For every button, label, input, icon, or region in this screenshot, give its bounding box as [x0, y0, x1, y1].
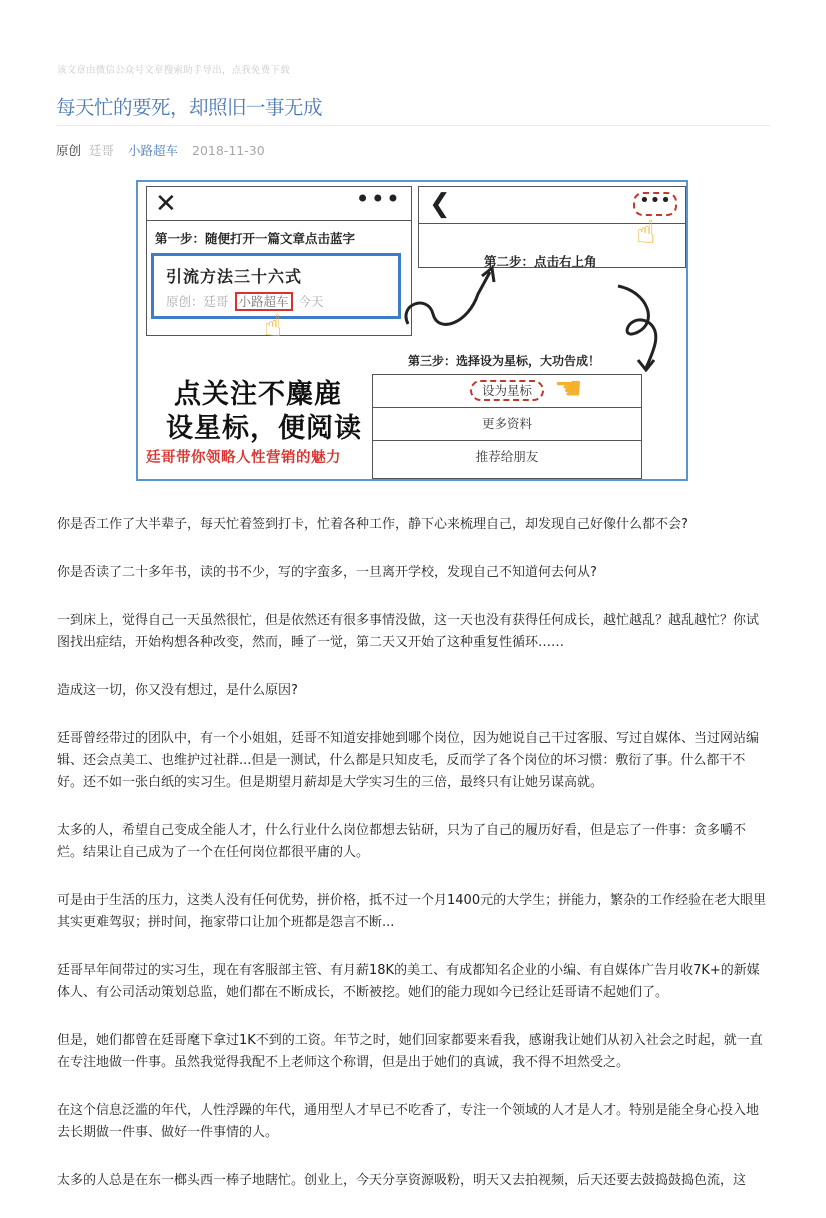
pointing-hand-icon-2: ☝	[636, 213, 656, 251]
author-name: 廷哥	[89, 143, 115, 158]
card-account-highlight: 小路超车	[235, 292, 293, 311]
original-tag: 原创	[56, 143, 82, 158]
paragraph: 但是，她们都曾在廷哥麾下拿过1K不到的工资。年节之时，她们回家都要来看我，感谢我让她们从初入社会之时起，就一直在专注地做一件事。虽然我觉得我配不上老师这个称谓，但是出于她们的真诚，我不得不坦然受之。	[57, 1033, 763, 1070]
more-icon: •••	[355, 185, 401, 213]
card-date: 今天	[298, 294, 324, 309]
curved-arrow-icon-2	[608, 282, 668, 372]
back-icon: ❮	[429, 189, 451, 219]
publish-date: 2018-11-30	[192, 143, 265, 158]
paragraph: 一到床上，觉得自己一天虽然很忙，但是依然还有很多事情没做，这一天也没有获得任何成长，越忙越乱？越乱越忙？你试图找出症结，开始构想各种改变，然而，睡了一觉，第二天又开始了这种重复性循环……	[57, 613, 760, 650]
card-meta	[166, 292, 324, 310]
card-title: 引流方法三十六式	[166, 267, 303, 286]
menu-item-more: 更多资料	[373, 408, 641, 441]
more-menu-icon: •••	[633, 192, 677, 216]
promo-line-2: 设星标，便阅读	[166, 413, 362, 444]
article-meta	[56, 141, 275, 159]
phone-top-bar	[147, 187, 411, 221]
card-author: 廷哥	[203, 294, 229, 309]
menu-item-star: 设为星标	[373, 375, 641, 408]
paragraph: 你是否工作了大半辈子，每天忙着签到打卡，忙着各种工作，静下心来梳理自己，却发现自己好像什么都不会?	[57, 517, 688, 532]
paragraph: 在这个信息泛滥的年代，人性浮躁的年代，通用型人才早已不吃香了，专注一个领域的人才是人才。特别是能全身心投入地去长期做一件事、做好一件事情的人。	[57, 1103, 760, 1140]
account-link[interactable]: 小路超车	[128, 143, 179, 158]
pointing-hand-icon-3: ☚	[554, 369, 583, 407]
pointing-hand-icon: ☝	[264, 309, 283, 344]
follow-guide-banner	[136, 180, 688, 481]
paragraph: 你是否读了二十多年书，读的书不少，写的字蛮多，一旦离开学校，发现自己不知道何去何从?	[57, 565, 597, 580]
article-title: 每天忙的要死，却照旧一事无成	[56, 96, 323, 119]
promo-line-1: 点关注不麋鹿	[174, 379, 342, 410]
paragraph: 可是由于生活的压力，这类人没有任何优势，拼价格，抵不过一个月1400元的大学生；拼能力，繁杂的工作经验在老大眼里其实更难驾驭；拼时间，拖家带口让加个班都是怨言不断...	[57, 893, 767, 930]
curved-arrow-icon	[398, 264, 508, 344]
card-original: 原创：	[166, 294, 204, 309]
paragraph: 廷哥早年间带过的实习生，现在有客服部主管、有月薪18K的美工、有成都知名企业的小编、有自媒体广告月收7K+的新媒体人、有公司活动策划总监，她们都在不断成长，不断被挖。她们的能力现如今已经让廷哥请不起她们了。	[57, 963, 760, 1000]
close-icon: ✕	[155, 189, 177, 219]
step2-text: 第二步：点击右上角	[484, 254, 597, 269]
paragraph: 太多的人，希望自己变成全能人才，什么行业什么岗位都想去钻研，只为了自己的履历好看，但是忘了一件事：贪多嚼不烂。结果让自己成为了一个在任何岗位都很平庸的人。	[57, 823, 747, 860]
title-divider	[56, 125, 770, 126]
step3-text: 第三步：选择设为星标，大功告成！	[408, 354, 601, 368]
share-menu-mock	[372, 369, 642, 479]
promo-line-3: 廷哥带你领略人性营销的魅力	[146, 450, 341, 466]
paragraph: 廷哥曾经带过的团队中，有一个小姐姐，廷哥不知道安排她到哪个岗位，因为她说自己干过客服、写过自媒体、当过网站编辑、还会点美工、也维护过社群...但是一测试，什么都是只知皮毛，反而学了各个岗位的坏习惯：敷衍了事。什么都干不好。还不如一张白纸的实习生。但是期望月薪却是大学实习生的三倍，最终只有让她另谋高就。	[57, 731, 760, 790]
paragraph: 造成这一切，你又没有想过，是什么原因?	[57, 683, 298, 698]
export-note-link[interactable]: 该文章由微信公众号文章搜索助手导出，点我免费下载	[57, 65, 290, 76]
menu-item-recommend: 推荐给朋友	[475, 449, 539, 464]
article-body	[57, 514, 771, 1218]
paragraph: 太多的人总是在东一榔头西一棒子地瞎忙。创业上，今天分享资源吸粉，明天又去拍视频，后天还要去鼓捣鼓捣色流，这	[57, 1173, 747, 1188]
step1-text: 第一步：随便打开一篇文章点击蓝字	[155, 231, 356, 246]
